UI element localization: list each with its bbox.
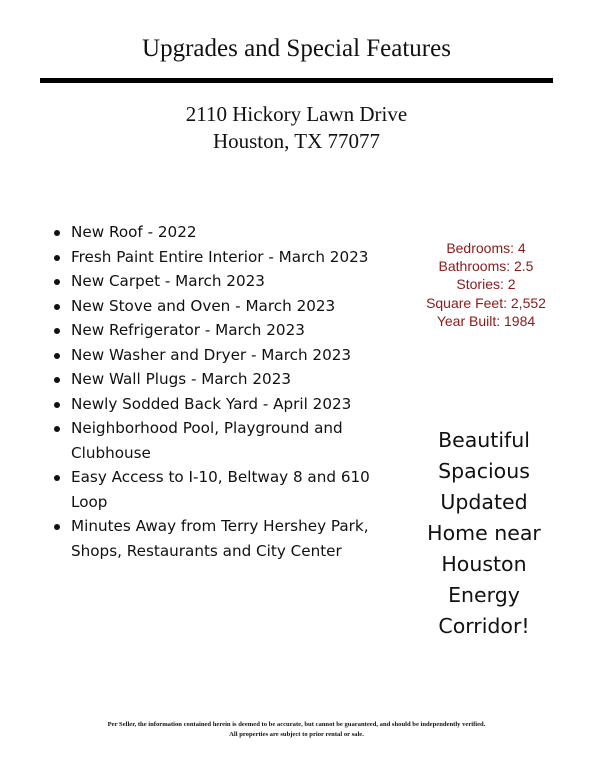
tagline-line: Corridor! — [438, 614, 530, 638]
feature-text: New Washer and Dryer - March 2023 — [71, 345, 352, 364]
bullet-icon — [54, 255, 60, 261]
disclaimer — [0, 720, 593, 739]
marketing-tagline — [404, 425, 564, 642]
feature-item — [52, 367, 397, 392]
feature-item — [52, 465, 397, 514]
fact-stories: Stories: 2 — [456, 276, 516, 293]
bullet-icon — [54, 304, 60, 310]
bullet-icon — [54, 279, 60, 285]
property-facts — [418, 239, 554, 330]
bullet-icon — [54, 377, 60, 383]
bullet-icon — [54, 426, 60, 432]
address-street: 2110 Hickory Lawn Drive — [185, 102, 408, 126]
feature-item — [52, 514, 397, 563]
fact-bathrooms: Bathrooms: 2.5 — [438, 258, 534, 275]
bullet-icon — [54, 475, 60, 481]
feature-text: Easy Access to I-10, Beltway 8 and 610 Loop — [71, 468, 370, 511]
feature-text: New Refrigerator - March 2023 — [71, 321, 305, 339]
feature-text: Neighborhood Pool, Playground and Clubhouse — [71, 419, 343, 462]
feature-item — [52, 245, 397, 270]
feature-text: New Stove and Oven - March 2023 — [71, 296, 336, 315]
tagline-line: Beautiful — [438, 428, 530, 452]
feature-item — [52, 343, 397, 368]
address-city: Houston, TX 77077 — [212, 129, 381, 153]
tagline-line: Home near — [427, 521, 541, 545]
fact-square-feet: Square Feet: 2,552 — [426, 294, 546, 311]
disclaimer-line-2: All properties are subject to prior rental or sale. — [229, 730, 364, 738]
feature-item — [52, 318, 397, 343]
bullet-icon — [54, 524, 60, 530]
feature-item — [52, 416, 397, 465]
property-address — [0, 101, 593, 155]
feature-item — [52, 220, 397, 245]
tagline-line: Spacious — [438, 459, 530, 483]
disclaimer-line-1: Per Seller, the information contained herein is deemed to be accurate, but cannot be guaranteed, and should be independently verified. — [107, 721, 486, 728]
feature-item — [52, 294, 397, 319]
feature-item — [52, 392, 397, 417]
bullet-icon — [54, 230, 60, 236]
bullet-icon — [54, 353, 60, 359]
feature-text: Fresh Paint Entire Interior - March 2023 — [71, 247, 369, 266]
fact-year-built: Year Built: 1984 — [436, 312, 536, 329]
page-title: Upgrades and Special Features — [142, 35, 451, 62]
feature-text: New Roof - 2022 — [71, 223, 197, 241]
feature-text: New Carpet - March 2023 — [71, 272, 265, 290]
title-divider — [40, 78, 553, 83]
fact-bedrooms: Bedrooms: 4 — [446, 240, 526, 256]
tagline-line: Energy — [448, 583, 520, 607]
feature-item — [52, 269, 397, 294]
tagline-line: Houston — [441, 552, 527, 576]
feature-text: Minutes Away from Terry Hershey Park, Shops, Restaurants and City Center — [71, 517, 369, 560]
feature-text: Newly Sodded Back Yard - April 2023 — [71, 394, 352, 413]
features-list — [52, 220, 397, 563]
bullet-icon — [54, 328, 60, 334]
tagline-line: Updated — [440, 490, 528, 514]
bullet-icon — [54, 402, 60, 408]
feature-text: New Wall Plugs - March 2023 — [71, 370, 292, 388]
